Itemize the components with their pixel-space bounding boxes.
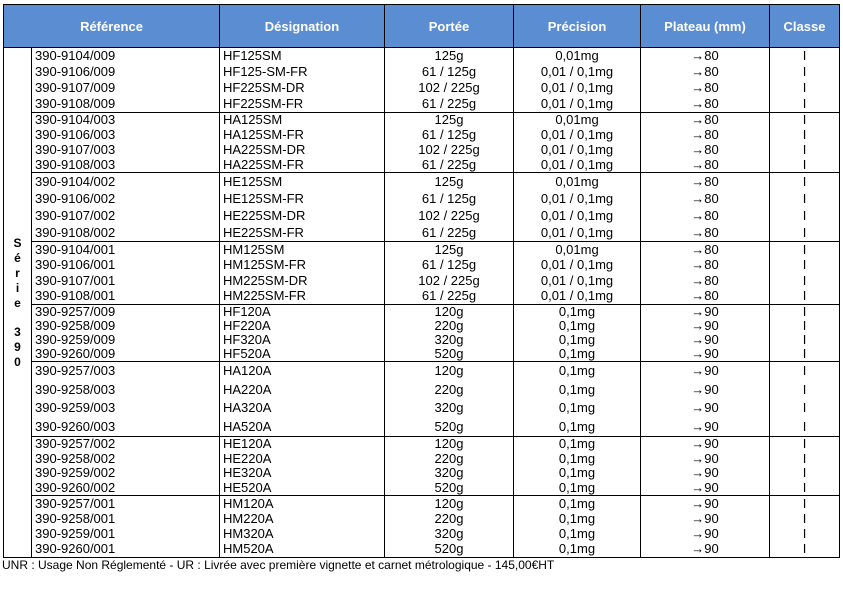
portee-cell: 102 / 225g	[385, 207, 514, 224]
series-label-char: 9	[14, 339, 21, 354]
designation-cell: HF225SM-DR	[220, 80, 385, 96]
classe-cell: I	[802, 224, 807, 240]
portee-cell: 320g	[385, 399, 514, 418]
reference-cell: 390-9104/002	[32, 173, 220, 190]
reference-cell: 390-9104/003	[32, 113, 220, 128]
precision-cell: 0,1mg	[514, 319, 641, 333]
precision-cell: 0,01 / 0,1mg	[514, 273, 641, 289]
table-row	[32, 224, 839, 241]
reference-cell: 390-9257/002	[32, 437, 220, 452]
classe-cell: I	[802, 190, 807, 206]
precision-cell: 0,01 / 0,1mg	[514, 128, 641, 143]
column-header-portee: Portée	[385, 5, 514, 47]
portee-cell: 61 / 225g	[385, 96, 514, 112]
precision-cell: 0,1mg	[514, 381, 641, 400]
reference-cell: 390-9108/009	[32, 96, 220, 112]
precision-cell: 0,01 / 0,1mg	[514, 207, 641, 224]
table-row	[32, 143, 839, 158]
designation-cell: HA125SM-FR	[220, 128, 385, 143]
precision-cell: 0,1mg	[514, 399, 641, 418]
row-group	[32, 113, 839, 173]
table-row	[32, 289, 839, 305]
table-row	[32, 399, 839, 418]
plateau-cell: →90	[641, 418, 770, 437]
reference-cell: 390-9259/001	[32, 527, 220, 542]
series-label-char: r	[15, 265, 20, 280]
reference-cell: 390-9260/003	[32, 418, 220, 437]
portee-cell: 120g	[385, 362, 514, 381]
designation-cell: HA125SM	[220, 113, 385, 128]
classe-cell: I	[802, 466, 807, 481]
classe-cell: I	[802, 333, 807, 347]
table-row	[32, 207, 839, 224]
portee-cell: 520g	[385, 347, 514, 361]
reference-cell: 390-9259/009	[32, 333, 220, 347]
designation-cell: HM125SM	[220, 242, 385, 258]
classe-cell: I	[802, 64, 807, 79]
table-body-groups	[32, 48, 839, 557]
designation-cell: HE220A	[220, 452, 385, 467]
reference-cell: 390-9107/001	[32, 273, 220, 289]
classe-cell: I	[802, 173, 807, 189]
classe-cell: I	[802, 157, 807, 172]
designation-cell: HF520A	[220, 347, 385, 361]
precision-cell: 0,1mg	[514, 527, 641, 542]
table-row	[32, 128, 839, 143]
classe-cell: I	[802, 96, 807, 111]
designation-cell: HF120A	[220, 305, 385, 319]
plateau-cell: →80	[641, 143, 770, 158]
reference-cell: 390-9259/002	[32, 466, 220, 481]
plateau-cell: →90	[641, 452, 770, 467]
series-label-char: e	[14, 295, 21, 310]
table-row	[32, 381, 839, 400]
precision-cell: 0,01mg	[514, 113, 641, 128]
table-row	[32, 437, 839, 452]
plateau-cell: →90	[641, 399, 770, 418]
portee-cell: 125g	[385, 113, 514, 128]
portee-cell: 120g	[385, 437, 514, 452]
precision-cell: 0,1mg	[514, 496, 641, 511]
precision-cell: 0,1mg	[514, 418, 641, 437]
plateau-cell: →90	[641, 437, 770, 452]
plateau-cell: →90	[641, 511, 770, 526]
table-row	[32, 496, 839, 511]
classe-cell: I	[802, 347, 807, 361]
reference-cell: 390-9257/003	[32, 362, 220, 381]
table-row	[32, 481, 839, 496]
portee-cell: 125g	[385, 173, 514, 190]
reference-cell: 390-9260/001	[32, 542, 220, 557]
plateau-cell: →80	[641, 242, 770, 258]
row-group	[32, 242, 839, 305]
precision-cell: 0,1mg	[514, 437, 641, 452]
reference-cell: 390-9106/002	[32, 190, 220, 207]
designation-cell: HM320A	[220, 527, 385, 542]
plateau-cell: →90	[641, 542, 770, 557]
precision-cell: 0,1mg	[514, 305, 641, 319]
reference-cell: 390-9106/009	[32, 64, 220, 80]
plateau-cell: →90	[641, 347, 770, 361]
designation-cell: HE120A	[220, 437, 385, 452]
portee-cell: 220g	[385, 381, 514, 400]
precision-cell: 0,01 / 0,1mg	[514, 258, 641, 274]
plateau-cell: →80	[641, 190, 770, 207]
classe-cell: I	[802, 496, 807, 511]
precision-cell: 0,1mg	[514, 511, 641, 526]
plateau-cell: →90	[641, 305, 770, 319]
table-row	[32, 305, 839, 319]
portee-cell: 220g	[385, 319, 514, 333]
series-word-serie	[13, 236, 21, 311]
designation-cell: HE520A	[220, 481, 385, 496]
series-word-390	[14, 325, 21, 370]
portee-cell: 320g	[385, 527, 514, 542]
table-row	[32, 452, 839, 467]
portee-cell: 102 / 225g	[385, 80, 514, 96]
portee-cell: 61 / 125g	[385, 128, 514, 143]
table-row	[32, 48, 839, 64]
portee-cell: 102 / 225g	[385, 273, 514, 289]
designation-cell: HM220A	[220, 511, 385, 526]
series-label-char: 3	[14, 324, 21, 339]
designation-cell: HA220A	[220, 381, 385, 400]
designation-cell: HF125-SM-FR	[220, 64, 385, 80]
series-label-char: S	[13, 235, 22, 250]
plateau-cell: →80	[641, 96, 770, 112]
precision-cell: 0,01mg	[514, 242, 641, 258]
portee-cell: 520g	[385, 542, 514, 557]
precision-cell: 0,01mg	[514, 48, 641, 64]
classe-cell: I	[802, 511, 807, 526]
table-row	[32, 273, 839, 289]
classe-cell: I	[802, 437, 807, 452]
reference-cell: 390-9260/002	[32, 481, 220, 496]
classe-cell: I	[802, 541, 807, 557]
table-row	[32, 347, 839, 361]
plateau-cell: →90	[641, 333, 770, 347]
classe-cell: I	[802, 400, 807, 416]
plateau-cell: →80	[641, 173, 770, 190]
classe-cell: I	[802, 418, 807, 434]
precision-cell: 0,1mg	[514, 362, 641, 381]
table-row	[32, 113, 839, 128]
table-row	[32, 319, 839, 333]
reference-cell: 390-9106/003	[32, 128, 220, 143]
row-group	[32, 496, 839, 557]
classe-cell: I	[802, 127, 807, 143]
footer-note: UNR : Usage Non Réglementé - UR : Livrée avec première vignette et carnet métrologique - 145,00€HT	[2, 558, 555, 572]
row-group	[32, 48, 839, 113]
plateau-cell: →90	[641, 466, 770, 481]
designation-cell: HF225SM-FR	[220, 96, 385, 112]
reference-cell: 390-9107/003	[32, 143, 220, 158]
column-header-designation: Désignation	[220, 5, 385, 47]
series-label-char: 0	[14, 354, 21, 369]
table-row	[32, 64, 839, 80]
plateau-cell: →90	[641, 381, 770, 400]
portee-cell: 61 / 125g	[385, 190, 514, 207]
designation-cell: HE225SM-FR	[220, 224, 385, 241]
table-row	[32, 542, 839, 557]
portee-cell: 520g	[385, 481, 514, 496]
classe-cell: I	[802, 142, 807, 157]
plateau-cell: →90	[641, 481, 770, 496]
designation-cell: HM225SM-FR	[220, 289, 385, 305]
portee-cell: 120g	[385, 496, 514, 511]
classe-cell: I	[802, 480, 807, 495]
reference-cell: 390-9258/002	[32, 452, 220, 467]
row-group	[32, 173, 839, 242]
plateau-cell: →80	[641, 258, 770, 274]
row-group	[32, 362, 839, 437]
reference-cell: 390-9259/003	[32, 399, 220, 418]
precision-cell: 0,01 / 0,1mg	[514, 157, 641, 172]
designation-cell: HA225SM-FR	[220, 157, 385, 172]
precision-cell: 0,1mg	[514, 347, 641, 361]
column-header-precision: Précision	[514, 5, 641, 47]
portee-cell: 61 / 225g	[385, 289, 514, 305]
reference-cell: 390-9257/009	[32, 305, 220, 319]
series-390-label	[4, 48, 32, 557]
reference-cell: 390-9104/009	[32, 48, 220, 64]
table-row	[32, 527, 839, 542]
precision-cell: 0,01 / 0,1mg	[514, 190, 641, 207]
classe-cell: I	[802, 48, 807, 63]
column-header-reference: Référence	[4, 5, 220, 47]
plateau-cell: →80	[641, 224, 770, 241]
reference-cell: 390-9104/001	[32, 242, 220, 258]
reference-cell: 390-9258/001	[32, 511, 220, 526]
table-row	[32, 190, 839, 207]
designation-cell: HM120A	[220, 496, 385, 511]
reference-cell: 390-9108/002	[32, 224, 220, 241]
plateau-cell: →80	[641, 157, 770, 172]
designation-cell: HA120A	[220, 362, 385, 381]
designation-cell: HA320A	[220, 399, 385, 418]
portee-cell: 220g	[385, 511, 514, 526]
table-header-row	[4, 5, 839, 48]
classe-cell: I	[802, 381, 807, 397]
classe-cell: I	[802, 526, 807, 542]
classe-cell: I	[802, 113, 807, 128]
precision-cell: 0,1mg	[514, 333, 641, 347]
precision-cell: 0,1mg	[514, 481, 641, 496]
classe-cell: I	[802, 288, 807, 304]
reference-cell: 390-9257/001	[32, 496, 220, 511]
table-row	[32, 80, 839, 96]
reference-cell: 390-9258/009	[32, 319, 220, 333]
portee-cell: 61 / 225g	[385, 157, 514, 172]
precision-cell: 0,1mg	[514, 452, 641, 467]
plateau-cell: →90	[641, 496, 770, 511]
series-label-char: i	[15, 280, 20, 295]
table-row	[32, 96, 839, 112]
reference-cell: 390-9107/009	[32, 80, 220, 96]
table-row	[32, 173, 839, 190]
precision-cell: 0,01mg	[514, 173, 641, 190]
plateau-cell: →80	[641, 273, 770, 289]
reference-cell: 390-9260/009	[32, 347, 220, 361]
reference-cell: 390-9108/003	[32, 157, 220, 172]
portee-cell: 61 / 125g	[385, 258, 514, 274]
designation-cell: HA520A	[220, 418, 385, 437]
designation-cell: HM125SM-FR	[220, 258, 385, 274]
product-table	[3, 4, 840, 558]
precision-cell: 0,01 / 0,1mg	[514, 289, 641, 305]
plateau-cell: →80	[641, 289, 770, 305]
portee-cell: 125g	[385, 48, 514, 64]
table-row	[32, 333, 839, 347]
table-row	[32, 157, 839, 172]
portee-cell: 102 / 225g	[385, 143, 514, 158]
plateau-cell: →80	[641, 48, 770, 64]
portee-cell: 520g	[385, 418, 514, 437]
designation-cell: HE125SM	[220, 173, 385, 190]
column-header-classe: Classe	[783, 18, 826, 34]
plateau-cell: →90	[641, 362, 770, 381]
reference-cell: 390-9108/001	[32, 289, 220, 305]
table-row	[32, 258, 839, 274]
table-row	[32, 362, 839, 381]
classe-cell: I	[802, 363, 807, 379]
precision-cell: 0,01 / 0,1mg	[514, 80, 641, 96]
portee-cell: 320g	[385, 466, 514, 481]
designation-cell: HF125SM	[220, 48, 385, 64]
designation-cell: HM520A	[220, 542, 385, 557]
reference-cell: 390-9107/002	[32, 207, 220, 224]
classe-cell: I	[802, 273, 807, 288]
reference-cell: 390-9258/003	[32, 381, 220, 400]
precision-cell: 0,01 / 0,1mg	[514, 143, 641, 158]
classe-cell: I	[802, 257, 807, 273]
precision-cell: 0,1mg	[514, 466, 641, 481]
precision-cell: 0,1mg	[514, 542, 641, 557]
designation-cell: HF320A	[220, 333, 385, 347]
plateau-cell: →80	[641, 64, 770, 80]
designation-cell: HM225SM-DR	[220, 273, 385, 289]
series-label-char: é	[14, 250, 21, 265]
precision-cell: 0,01 / 0,1mg	[514, 64, 641, 80]
precision-cell: 0,01 / 0,1mg	[514, 96, 641, 112]
classe-cell: I	[802, 305, 807, 319]
classe-cell: I	[802, 242, 807, 257]
classe-cell: I	[802, 80, 807, 95]
classe-cell: I	[802, 319, 807, 333]
column-header-plateau: Plateau (mm)	[641, 5, 770, 47]
reference-cell: 390-9106/001	[32, 258, 220, 274]
plateau-cell: →90	[641, 319, 770, 333]
portee-cell: 220g	[385, 452, 514, 467]
table-row	[32, 511, 839, 526]
classe-cell: I	[802, 207, 807, 223]
table-row	[32, 466, 839, 481]
plateau-cell: →90	[641, 527, 770, 542]
designation-cell: HE225SM-DR	[220, 207, 385, 224]
plateau-cell: →80	[641, 207, 770, 224]
classe-cell: I	[802, 451, 807, 466]
table-row	[32, 242, 839, 258]
portee-cell: 125g	[385, 242, 514, 258]
portee-cell: 61 / 225g	[385, 224, 514, 241]
portee-cell: 61 / 125g	[385, 64, 514, 80]
designation-cell: HA225SM-DR	[220, 143, 385, 158]
designation-cell: HE125SM-FR	[220, 190, 385, 207]
designation-cell: HE320A	[220, 466, 385, 481]
portee-cell: 120g	[385, 305, 514, 319]
plateau-cell: →80	[641, 128, 770, 143]
designation-cell: HF220A	[220, 319, 385, 333]
precision-cell: 0,01 / 0,1mg	[514, 224, 641, 241]
row-group	[32, 305, 839, 362]
table-body	[4, 48, 839, 557]
table-row	[32, 418, 839, 437]
row-group	[32, 437, 839, 496]
plateau-cell: →80	[641, 113, 770, 128]
plateau-cell: →80	[641, 80, 770, 96]
portee-cell: 320g	[385, 333, 514, 347]
